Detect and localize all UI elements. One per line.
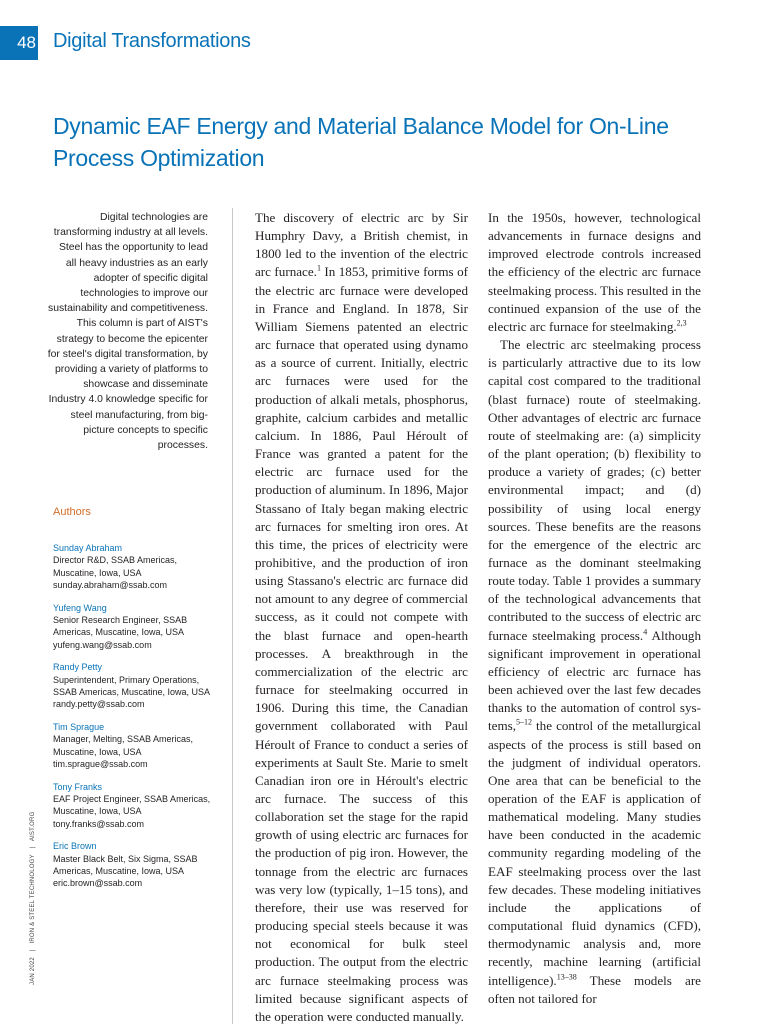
- footer-divider: |: [30, 949, 36, 952]
- author-entry: [53, 602, 223, 651]
- body-paragraph: [488, 336, 701, 1008]
- author-entry: [53, 781, 223, 830]
- body-text: The discovery of electric arc by Sir Humphry Davy, a British chemist, in 1800 led to the invention of the electric arc furnace.: [255, 210, 468, 280]
- reference-marker: 4: [643, 627, 648, 637]
- author-location: Americas, Muscatine, Iowa, USA: [53, 866, 185, 877]
- author-email[interactable]: tim.sprague@ssab.com: [53, 758, 148, 769]
- page-number: 48: [0, 26, 38, 60]
- author-location: Muscatine, Iowa, USA: [53, 806, 142, 817]
- author-name: Randy Petty: [53, 662, 103, 673]
- body-text: In the 1950s, however, technological advancements in furnace designs and improved electrode controls increased the efficiency of the electric arc furnace steelmaking process. This resulted in the continued expansion of the use of the electric arc furnace for steelmaking.: [488, 210, 701, 334]
- issue-date: JAN 2022: [30, 957, 36, 985]
- author-location: Muscatine, Iowa, USA: [53, 746, 142, 757]
- reference-marker: 5–12: [516, 718, 533, 728]
- author-name: Eric Brown: [53, 841, 97, 852]
- body-text: Although significant improvement in operational efficiency of electric arc furnace has been achieved over the last few decades thanks to the automation of control systems,: [488, 627, 701, 734]
- author-email[interactable]: eric.brown@ssab.com: [53, 878, 143, 889]
- author-title: EAF Project Engineer, SSAB Americas,: [53, 794, 211, 805]
- author-email[interactable]: randy.petty@ssab.com: [53, 699, 145, 710]
- article-title: Dynamic EAF Energy and Material Balance Model for On-Line Process Optimization: [53, 113, 669, 171]
- author-location: SSAB Americas, Muscatine, Iowa, USA: [53, 686, 211, 697]
- author-location: Americas, Muscatine, Iowa, USA: [53, 627, 185, 638]
- reference-marker: 13–38: [556, 972, 577, 982]
- footer-divider: |: [30, 846, 36, 849]
- author-entry: [53, 721, 223, 770]
- body-text: The electric arc steelmaking process is particularly attractive due to its low capital cost compared to the traditional (blast furnace) route of steelmaking. Other advantages of electric arc furnace route of steelmaking are: (a) simplicity of the plant operation; (b) flexibility to produce a variety of grades; (c) better environmental impact; and (d) possibility of using local energy sources. These benefits are the reasons for the emergence of the electric arc furnace as the dominant steelmaking route today. Table 1 provides a summary of the technological advancements that contributed to the success of electric arc furnace steelmaking process.: [488, 337, 701, 643]
- author-email[interactable]: yufeng.wang@ssab.com: [53, 639, 152, 650]
- site-url: AIST.ORG: [30, 811, 36, 842]
- author-name: Tim Sprague: [53, 722, 105, 733]
- column-intro: Digital technologies are transforming industry at all levels. Steel has the opportunity to lead all heavy industries as an early adopter of specific digital technologies to improve our sustainability and competitiveness. This column is part of AIST's strategy to become the epicenter for steel's digital transformation, by providing a variety of platforms to showcase and disseminate Industry 4.0 knowledge specific for steel manufacturing, from big-picture concepts to specific processes.: [47, 212, 208, 452]
- author-name: Yufeng Wang: [53, 602, 107, 613]
- body-paragraph: [255, 209, 468, 1026]
- authors-heading: Authors: [53, 506, 91, 518]
- body-text: the control of the metallurgical aspects of the process is still based on the judgment of individual operators. One area that can be beneficial to the operation of the EAF is application of mathematical modeling. Many studies have been conducted in the academic community regarding modeling of the EAF steelmaking process over the last few decades. These modeling initiatives include the applications of computational fluid dynamics (CFD), thermodynamic analysis and, more recently, machine learning (artificial intelligence).: [488, 718, 701, 988]
- author-title: Senior Research Engineer, SSAB: [53, 614, 188, 625]
- author-title: Master Black Belt, Six Sigma, SSAB: [53, 853, 198, 864]
- reference-marker: 2,3: [676, 318, 687, 328]
- author-entry: [53, 661, 223, 710]
- author-entry: [53, 840, 223, 889]
- body-column-1: [255, 209, 468, 1026]
- body-text: These models are often not tailored for: [488, 972, 701, 1006]
- body-paragraph: [488, 209, 701, 336]
- journal-name: IRON & STEEL TECHNOLOGY: [30, 854, 36, 944]
- author-location: Muscatine, Iowa, USA: [53, 567, 142, 578]
- author-entry: [53, 542, 223, 591]
- author-title: Director R&D, SSAB Americas,: [53, 555, 178, 566]
- author-name: Tony Franks: [53, 781, 103, 792]
- body-text: In 1853, primitive forms of the electric arc furnace were developed in France and England. In 1878, Sir William Siemens patented an electric arc furnace that operated using dynamo as a source of current. Initially, electric arc furnaces were used for the production of alkali metals, phosphorus, graphite, calcium carbides and metallic calcium. In 1886, Paul Héroult of France was granted a patent for the electric arc furnace used for the production of aluminum. In 1896, Major Stassano of Italy began making electric arc furnaces for smelting iron ores. At this time, the prices of electricity were prohibitive, and the production of iron using Stassano's electric arc furnace did not amount to any degree of commercial success, as it could not compete with the blast furnace and open-hearth processes. A breakthrough in the commercialization of the electric arc furnace for steelmaking occurred in 1906. During this time, the Canadian government collaborated with Paul Héroult of France to conduct a series of experiments at Sault Ste. Marie to smelt Canadian iron ore in Héroult's electric arc furnace. The success of this collaboration set the stage for the rapid growth of using electric arc furnaces for the production of pig iron. However, the tonnage from the electric arc furnaces was very low (typically, 1–15 tons), and therefore, their use was reserved for producing special steels because it was not economical for bulk steel production. The output from the electric arc furnace steelmaking process was limited because significant aspects of the operation were conducted manually.: [255, 264, 468, 1024]
- reference-marker: 1: [316, 264, 321, 274]
- author-name: Sunday Abraham: [53, 543, 123, 553]
- section-title: Digital Transformations: [53, 30, 251, 52]
- author-title: Superintendent, Primary Operations,: [53, 674, 200, 685]
- body-column-2: [488, 209, 701, 1008]
- author-email[interactable]: sunday.abraham@ssab.com: [53, 579, 168, 590]
- vertical-footer: [30, 812, 36, 985]
- authors-list: [53, 542, 223, 900]
- author-title: Manager, Melting, SSAB Americas,: [53, 734, 194, 745]
- author-email[interactable]: tony.franks@ssab.com: [53, 818, 145, 829]
- column-divider: [232, 208, 233, 1024]
